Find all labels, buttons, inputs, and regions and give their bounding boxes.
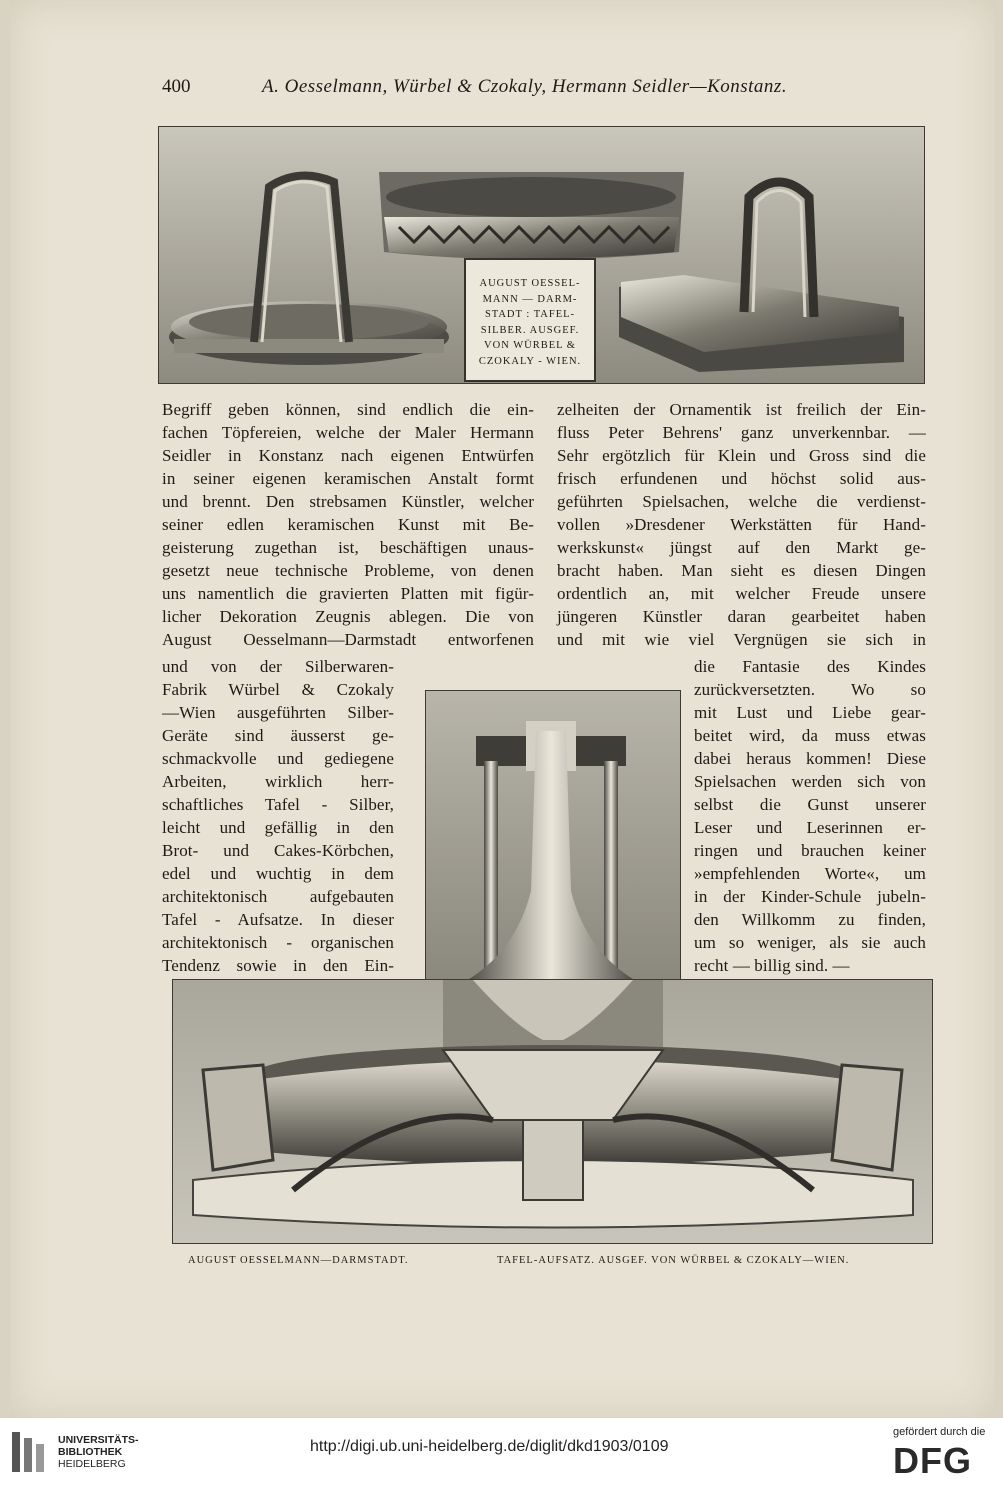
body-text-line: leicht und gefällig in den (162, 818, 394, 837)
body-text-line: Fabrik Würbel & Czokaly (162, 680, 394, 699)
caption-line: VON WÜRBEL & (484, 340, 576, 352)
body-text-line: in seiner eigenen keramischen Anstalt formt (162, 469, 534, 488)
caption-line: MANN — DARM- (482, 293, 578, 305)
body-text-line: vollen »Dresdener Werkstätten für Hand- (557, 515, 926, 534)
body-text-line: und mit wie viel Vergnügen sie sich in (557, 630, 926, 649)
body-text-line: Sehr ergötzlich für Klein und Gross sind die (557, 446, 926, 465)
body-text-line: geführten Spielsachen, welche die verdienst- (557, 492, 926, 511)
body-text-line: uns namentlich die gravierten Platten mit figür- (162, 584, 534, 603)
dfg-logo: DFG (893, 1440, 972, 1481)
body-text-line: architektonisch - organischen (162, 933, 394, 952)
body-text-line: August Oesselmann—Darmstadt entworfenen (162, 630, 534, 649)
body-text-line: recht — billig sind. — (694, 956, 850, 975)
running-title: A. Oesselmann, Würbel & Czokaly, Hermann Seidler—Konstanz. (262, 76, 788, 97)
body-text-line: jüngeren Künstler daran gearbeitet haben (557, 607, 926, 626)
body-text-line: zelheiten der Ornamentik ist freilich der Ein- (557, 400, 926, 419)
body-text-line: geisterung zugethan ist, beschäftigen unaus- (162, 538, 534, 557)
body-text-line: dabei heraus kommen! Diese (694, 749, 926, 768)
body-text-line: ringen und brauchen keiner (694, 841, 926, 860)
running-head (162, 76, 932, 106)
body-text-line: architektonisch aufgebauten (162, 887, 394, 906)
library-name-line: BIBLIOTHEK (58, 1446, 123, 1458)
caption-line: SILBER. AUSGEF. (480, 324, 580, 336)
caption-line: STADT : TAFEL- (484, 309, 576, 321)
body-text-line: frisch erfundenen und höchst solid aus- (557, 469, 926, 488)
bottom-caption-right: TAFEL-AUFSATZ. AUSGEF. VON WÜRBEL & CZOKALY—WIEN. (497, 1255, 850, 1266)
body-text-line: mit Lust und Liebe gear- (694, 703, 926, 722)
body-text-line: »empfehlenden Worte«, um (694, 864, 926, 883)
body-text-line: um so weniger, als sie auch (694, 933, 926, 952)
library-name-line: HEIDELBERG (58, 1458, 126, 1470)
body-text-line: Seidler in Konstanz nach eigenen Entwürfen (162, 446, 534, 465)
body-text-line: die Fantasie des Kindes (694, 657, 926, 676)
body-text-line: edel und wuchtig in dem (162, 864, 394, 883)
body-text-line: Brot- und Cakes-Körbchen, (162, 841, 394, 860)
caption-line: AUGUST OESSEL- (479, 278, 581, 289)
body-text-line: fachen Töpfereien, welche der Maler Hermann (162, 423, 534, 442)
centerpiece-photo-lower (172, 979, 933, 1244)
body-text-line: schaftliches Tafel - Silber, (162, 795, 394, 814)
body-text-line: bracht haben. Man sieht es diesen Dingen (557, 561, 926, 580)
body-text-line: fluss Peter Behrens' ganz unverkennbar. — (557, 423, 926, 442)
body-text-line: selbst die Gunst unserer (694, 795, 926, 814)
body-text-line: Begriff geben können, sind endlich die ein- (162, 400, 534, 419)
centerpiece-base-illustration (173, 980, 932, 1243)
body-text-line: gesetzt neue technische Probleme, von denen (162, 561, 534, 580)
body-text-line: Arbeiten, wirklich herr- (162, 772, 394, 791)
bottom-caption-left: AUGUST OESSELMANN—DARMSTADT. (188, 1255, 409, 1266)
library-name-line: UNIVERSITÄTS- (58, 1434, 139, 1446)
digitization-footer (0, 1418, 1003, 1487)
body-text-line: den Willkomm zu finden, (694, 910, 926, 929)
body-text-line: zurückversetzten. Wo so (694, 680, 926, 699)
body-text-line: werkskunst« jüngst auf den Markt ge- (557, 538, 926, 557)
caption-line: CZOKALY - WIEN. (478, 355, 582, 367)
library-logo-icon (10, 1430, 50, 1474)
body-text-line: in der Kinder-Schule jubeln- (694, 887, 926, 906)
figure-caption-box (464, 258, 596, 382)
body-text-line: Spielsachen werden sich von (694, 772, 926, 791)
body-text-line: seiner edlen keramischen Kunst mit Be- (162, 515, 534, 534)
body-text-line: licher Dekoration Zeugnis ablegen. Die von (162, 607, 534, 626)
source-url-link[interactable]: http://digi.ub.uni-heidelberg.de/diglit/dkd1903/0109 (310, 1438, 669, 1455)
body-text-line: und von der Silberwaren- (162, 657, 394, 676)
body-text-line: Tendenz sowie in den Ein- (162, 956, 394, 975)
body-text-line: ordentlich an, mit welcher Freude unsere (557, 584, 926, 603)
body-text-line: beitet wird, da muss etwas (694, 726, 926, 745)
body-text-line: Tafel - Aufsatze. In dieser (162, 910, 394, 929)
oval-tray-middle (379, 172, 684, 260)
body-text-line: —Wien ausgeführten Silber- (162, 703, 394, 722)
funding-note: gefördert durch die (893, 1426, 986, 1438)
body-text-line: schmackvolle und gediegene (162, 749, 394, 768)
centerpiece-photo-upper (425, 690, 681, 981)
page-number: 400 (162, 76, 191, 97)
body-text-line: und brennt. Den strebsamen Künstler, welcher (162, 492, 534, 511)
body-text-line: Leser und Leserinnen er- (694, 818, 926, 837)
centerpiece-column-illustration (426, 691, 680, 981)
library-name (58, 1434, 139, 1470)
body-text-line: Geräte sind äusserst ge- (162, 726, 394, 745)
